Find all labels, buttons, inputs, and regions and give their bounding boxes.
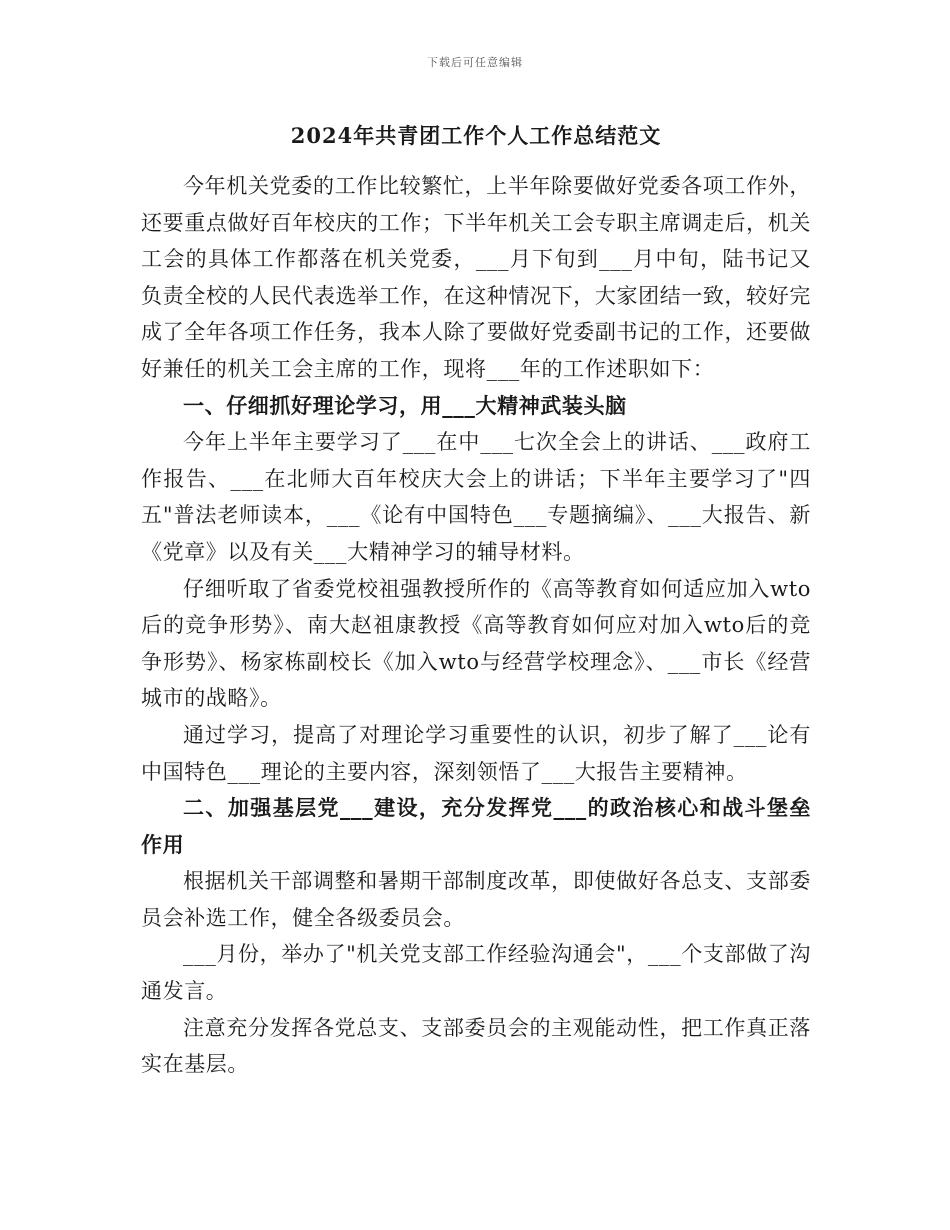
paragraph-intro: 今年机关党委的工作比较繁忙，上半年除要做好党委各项工作外，还要重点做好百年校庆的工作；下半年机关工会专职主席调走后，机关工会的具体工作都落在机关党委，___月下旬到___月中旬，陆书记又负责全校的人民代表选举工作，在这种情况下，大家团结一致，较好完成了全年各项工作任务，我本人除了要做好党委副书记的工作，还要做好兼任的机关工会主席的工作，现将___年的工作述职如下： — [141, 174, 811, 381]
paragraph: 根据机关干部调整和暑期干部制度改革，即使做好各总支、支部委员会补选工作，健全各级委员会。 — [141, 869, 811, 930]
page-header-note: 下载后可任意编辑 — [427, 56, 523, 69]
paragraph: 今年上半年主要学习了___在中___七次全会上的讲话、___政府工作报告、___在北师大百年校庆大会上的讲话；下半年主要学习了"四五"普法老师读本，___《论有中国特色___专题摘编》、___大报告、新《党章》以及有关___大精神学习的辅导材料。 — [141, 430, 811, 564]
paragraph: 仔细听取了省委党校祖强教授所作的《高等教育如何适应加入wto后的竞争形势》、南大赵祖康教授《高等教育如何应对加入wto后的竞争形势》、杨家栋副校长《加入wto与经营学校理念》、___市长《经营城市的战略》。 — [141, 576, 811, 711]
document-title: 2024年共青团工作个人工作总结范文 — [290, 123, 662, 148]
paragraph: 注意充分发挥各党总支、支部委员会的主观能动性，把工作真正落实在基层。 — [141, 1015, 811, 1077]
document-body — [141, 118, 811, 1083]
paragraph: 通过学习，提高了对理论学习重要性的认识，初步了解了___论有中国特色___理论的主要内容，深刻领悟了___大报告主要精神。 — [141, 722, 811, 784]
section-heading-1: 一、仔细抓好理论学习，用___大精神武装头脑 — [183, 392, 627, 418]
section-heading-2: 二、加强基层党___建设，充分发挥党___的政治核心和战斗堡垒作用 — [141, 795, 811, 857]
paragraph: ___月份，举办了"机关党支部工作经验沟通会"，___个支部做了沟通发言。 — [141, 942, 811, 1004]
